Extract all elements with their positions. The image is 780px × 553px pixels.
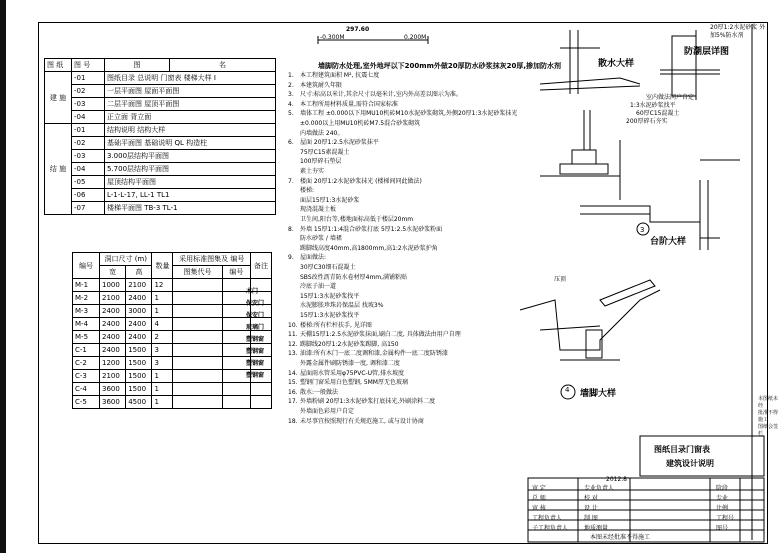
note-text: 面层15厚1:3水泥砂浆 [300,196,360,204]
note-text: 散水:一般做法 [300,388,339,396]
index-name: 二层平面图 屋顶平面图 [105,98,276,111]
dw-cell: 4500 [126,396,152,409]
dw-cell: 2400 [100,305,126,318]
note-text: 冷底子油一道 [300,283,337,291]
note-number: 6. [288,139,294,147]
dw-cell: M-5 [73,331,100,344]
dw-cell: 2100 [100,370,126,383]
dw-side-label: 塑钢窗 [246,348,265,355]
title-block-cell: 地质测量 [584,525,609,532]
note-text: ±0.000以上用MU10机砖M7.5混合砂浆砌筑 [300,120,421,127]
dw-cell: 2400 [126,331,152,344]
dw-cell: 2100 [100,292,126,305]
note-number: 1. [288,72,294,79]
title-block-cell: 专业 [716,495,729,502]
dw-cell: 1500 [126,383,152,396]
dw-header: 数量 [152,253,173,279]
dw-cell: 1 [152,292,173,305]
dw-cell: C-3 [73,370,100,383]
index-no: -03 [72,98,105,111]
dw-cell: C-1 [73,344,100,357]
title-block-cell: 制 图 [584,515,598,522]
note-text: 本建筑耐久年限 [300,81,343,89]
index-no: -05 [72,176,105,189]
index-name: 5.700层结构平面图 [105,163,276,176]
dw-cell: M-3 [73,305,100,318]
dw-side-label: 玻璃门 [246,324,265,331]
index-name: 图纸目录 总说明 门窗表 楼梯大样 I [105,72,276,85]
dw-header: 编号 [73,253,100,279]
note-text: 屋面雨水管采用φ75PVC-U管,排水坡度 [300,369,404,377]
note-number: 10. [288,321,298,329]
note-text: 尺寸:标高以米计,其余尺寸以毫米计,室内外高差以图示为准。 [300,91,462,99]
dw-cell: 3000 [126,305,152,318]
dw-cell: 2400 [100,344,126,357]
note-text: 15厚1:3水泥砂浆找平 [300,292,360,300]
note-text: 外墙粉刷 20厚1:3水泥砂浆打底抹光,外刷涂料二度 [300,398,436,406]
note-text: 15厚1:3水泥砂浆找平 [300,312,360,319]
note-text: 墙体工程 ±0.000以下用MU10机砖M10水泥砂浆砌筑,外侧20厚1:3水泥砂浆抹光 [300,110,518,118]
dw-side-label: 木门 [246,288,259,295]
note-number: 3. [288,91,294,99]
dw-cell: C-4 [73,383,100,396]
index-group-label: 建 施 [45,72,72,124]
note-number: 14. [288,369,298,377]
note-text: 100厚碎石垫层 [300,158,342,166]
index-name: L-1-L-17, LL-1 TL1 [105,189,276,202]
circle-a-label: 3 [640,226,645,234]
title-block-cell: 校 对 [584,495,598,502]
note-text: 天棚15厚1:2.5水泥砂浆抹面,刷白二度, 具体做法由用户自理 [300,331,461,339]
note-text: 外露金属件刷防锈漆一度, 调和漆二度 [300,360,400,367]
dw-cell: 3 [152,357,173,370]
note-text: SBS改性沥青防水卷材厚4mm,满铺粘贴 [300,273,408,281]
dw-cell: 4 [152,318,173,331]
note-text: 塑钢门窗采用白色塑钢, 5MM厚无色玻璃 [300,379,408,387]
note-text: 内墙做法 240。 [300,129,344,137]
top-dim-right: 0.200M [404,34,427,41]
dw-cell: 1200 [100,357,126,370]
index-name: 结构说明 结构大样 [105,124,276,137]
dw-subheader: 高 [126,266,152,279]
note-number: 9. [288,254,294,262]
note-number: 7. [288,177,294,185]
circle-b-label: 4 [565,386,570,394]
title-footer: 本图未经批准不得施工 [590,534,651,541]
dw-cell: 3600 [100,396,126,409]
note-text: 现浇混凝土板 [300,206,337,214]
index-name: 楼梯平面图 TB-3 TL-1 [105,202,276,215]
dw-cell: 1 [152,396,173,409]
note-text: 卫生间,阳台等,楼地面标高低于楼层20mm [300,216,414,223]
stamp-line: 图纸会签栏 [758,424,779,437]
stamp-line: 批准不得施工 [758,410,779,423]
dw-cell: 2100 [126,279,152,292]
dw-cell: 1000 [100,279,126,292]
note-text: 30厚C30细石混凝土 [300,264,356,271]
note-number: 8. [288,225,294,233]
dw-cell: M-1 [73,279,100,292]
note-number: 11. [288,331,298,339]
fangshui-label: 防潮层详图 [684,47,730,57]
dw-header: 采用标准图集及 编号 [173,253,251,266]
title-block-cell: 设 计 [584,505,598,512]
note-text: 素土夯实 [300,168,325,175]
note-number: 13. [288,350,298,358]
dw-side-label: 保安门 [246,312,265,319]
title-block-cell: 专业负责人 [584,485,615,492]
drawing-title-2: 建筑设计说明 [666,459,714,468]
dw-cell: C-5 [73,396,100,409]
dw-subheader: 宽 [100,266,126,279]
dw-side-label: 保安门 [246,300,265,307]
note-text: 本工程建筑面积 M², 抗震七度 [300,72,380,79]
index-header-cell: 图 号 [72,59,105,72]
wall-note-4: 1:3水泥砂浆找平 [630,102,676,109]
note-text: 楼梯: [300,187,315,195]
note-text: 踢脚线高度40mm,高1800mm,高1:2水泥砂浆护角 [300,244,438,252]
note-number: 17. [288,398,298,406]
index-no: -07 [72,202,105,215]
top-dim-left: -0.300M [320,34,345,41]
index-no: -01 [72,124,105,137]
index-no: -02 [72,85,105,98]
note-text: 未尽事宜按照现行有关规范施工, 或与设计协商 [300,417,424,425]
index-no: -04 [72,163,105,176]
dw-cell: 1 [152,370,173,383]
index-name: 屋顶结构平面图 [105,176,276,189]
taiji-label: 台阶大样 [650,237,687,247]
index-name: 正立面 背立面 [105,111,276,124]
right-note: 20厚1:2水泥砂浆 外加5%防水剂 [710,24,766,39]
dw-header: 洞口尺寸 (m) [100,253,152,266]
title-block-cell: 比例 [716,505,729,512]
title-block-cell: 审 定 [532,485,546,492]
overlay-note: 墙脚防水处理,室外地坪以下200mm外做20厚防水砂浆抹灰20厚,掺加防水剂 [318,62,561,70]
note-number: 4. [288,100,294,108]
index-no: -02 [72,137,105,150]
title-block-cell: 图号 [716,525,729,532]
title-block-cell: 工程号 [716,515,735,522]
top-dim-title: 297.60 [346,26,370,33]
index-no: -06 [72,189,105,202]
note-number: 15. [288,379,298,387]
dw-cell: 1500 [126,344,152,357]
dw-cell: 2400 [100,318,126,331]
note-text: 屋面 20厚1:2.5水泥砂浆抹平 [300,139,379,147]
dw-cell: C-2 [73,357,100,370]
note-number: 12. [288,340,298,348]
stamp-line: 本图纸未经 [758,396,779,409]
dw-cell: 12 [152,279,173,292]
dw-cell: 1500 [126,357,152,370]
index-no: -04 [72,111,105,124]
note-text: 防水砂浆 / 墙裙 [300,235,342,243]
title-block-cell: 审 核 [532,505,546,512]
note-text: 楼梯:所有栏杆扶手, 见详图 [300,321,372,329]
wall-note: 室内做法同户自定 [646,94,695,101]
note-text: 75厚C15素混凝土 [300,148,350,156]
dw-subheader: 编号 [222,266,250,279]
drawing-title-1: 图纸目录门窗表 [654,445,710,454]
title-block-cell: 总 师 [532,495,546,502]
note-number: 2. [288,81,294,89]
dw-cell: 3 [152,344,173,357]
wall-note-3: 60厚C15混凝土 [636,110,680,117]
note-text: 屋面做法: [300,254,327,262]
dw-cell: 2400 [126,292,152,305]
index-no: -01 [72,72,105,85]
dw-cell: 1 [152,305,173,318]
index-header-cell: 图 纸 [45,59,72,72]
dw-cell: 2400 [100,331,126,344]
date-label: 2012.8 [606,476,627,483]
dw-cell: 1500 [126,370,152,383]
wall-note-2: 200厚碎石夯实 [626,118,668,125]
dw-cell: 1 [152,383,173,396]
note-text: 踢脚线20厚1:2水泥砂浆踢脚, 高150 [300,340,399,348]
dw-side-label: 塑钢窗 [246,336,265,343]
index-name: 一层平面图 屋面平面图 [105,85,276,98]
c3-note: 压顶 [554,276,567,283]
waqiang-label: 墙脚大样 [580,389,617,399]
sanshui-label: 散水大样 [598,59,635,69]
index-header-cell: 图 [105,59,170,72]
note-text: 水泥膨胀珍珠岩保温层 找坡3% [300,302,384,310]
dw-cell: 2400 [126,318,152,331]
index-name: 3.000层结构平面图 [105,150,276,163]
dw-cell: M-2 [73,292,100,305]
note-text: 外墙面色彩用户自定 [300,408,355,415]
title-block-cell: 工程负责人 [532,515,563,522]
title-block-cell: 子工程负责人 [532,525,569,532]
note-text: 油漆:所有木门一底二度调和漆,金属构件一底二度防锈漆 [300,350,448,358]
note-text: 本工程所用材料质量,需符合国家标准 [300,100,398,108]
dw-side-label: 塑钢窗 [246,360,265,367]
dw-cell: 3600 [100,383,126,396]
index-name: 基础平面图 基础说明 QL 构造柱 [105,137,276,150]
dw-subheader: 图集代号 [173,266,222,279]
index-group-label: 结 施 [45,124,72,215]
index-no: -03 [72,150,105,163]
index-header-cell: 名 [170,59,276,72]
dw-side-label: 塑钢窗 [246,372,265,379]
dw-header: 备注 [251,253,272,279]
note-text: 楼面 20厚1:2水泥砂浆抹光 (楼梯间同此做法) [300,177,422,185]
title-block-cell: 阶段 [716,485,729,492]
note-number: 5. [288,110,294,118]
note-number: 16. [288,388,298,396]
note-number: 18. [288,417,298,425]
dw-cell: 2 [152,331,173,344]
dw-cell: M-4 [73,318,100,331]
note-text: 外墙 15厚1:1:4混合砂浆打底 5厚1:2.5水泥砂浆粉面 [300,225,443,233]
